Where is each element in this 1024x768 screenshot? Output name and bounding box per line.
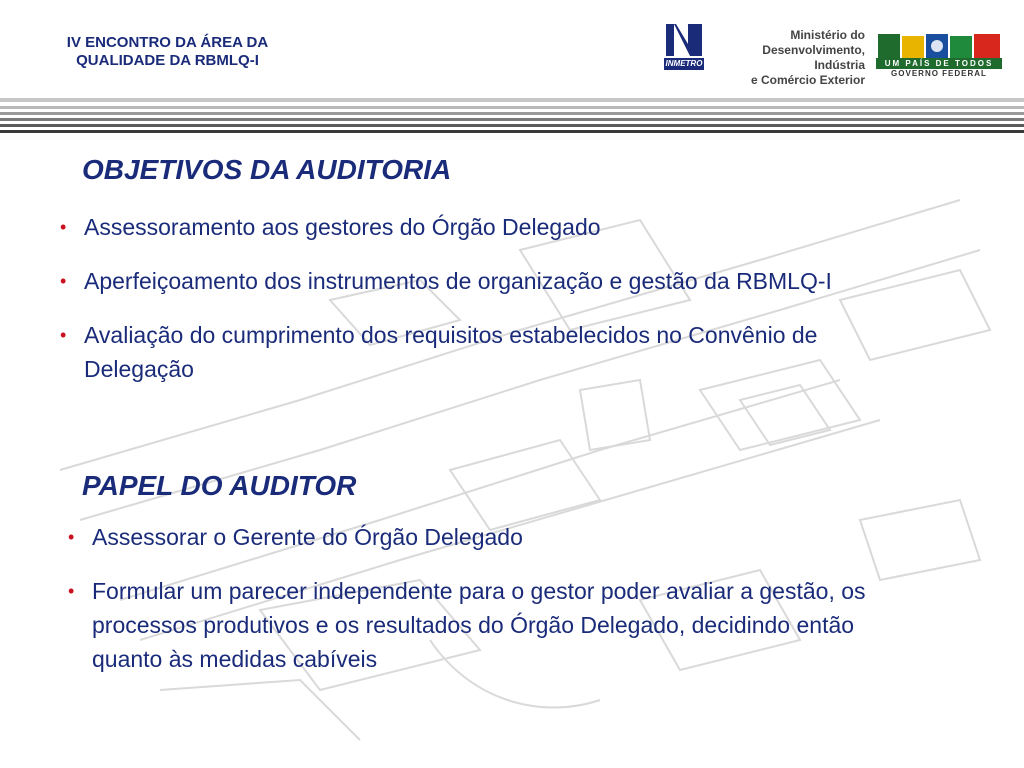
bullet-icon: • xyxy=(60,325,67,345)
presentation-title xyxy=(40,34,295,70)
auditor-item-2: Formular um parecer independente para o gestor poder avaliar a gestão, os processos produtivos e os resultados do Órgão Delegado, decidindo então quanto às medidas cabíveis xyxy=(92,578,866,672)
list-item xyxy=(60,264,900,298)
presentation-title-line1: IV ENCONTRO DA ÁREA DA xyxy=(66,34,269,51)
objectives-list xyxy=(60,210,900,386)
ministry-line2: Desenvolvimento, Indústria xyxy=(762,43,865,72)
list-item xyxy=(68,520,918,554)
bullet-icon: • xyxy=(60,217,67,237)
presentation-title-line2: QUALIDADE DA RBMLQ-I xyxy=(76,52,259,69)
auditor-role-title: PAPEL DO AUDITOR xyxy=(82,470,357,501)
inmetro-label: INMETRO xyxy=(665,59,703,68)
auditor-item-1: Assessorar o Gerente do Órgão Delegado xyxy=(92,524,523,550)
objective-item-1: Assessoramento aos gestores do Órgão Delegado xyxy=(84,214,601,240)
bullet-icon: • xyxy=(68,527,75,547)
list-item xyxy=(68,574,918,676)
bullet-icon: • xyxy=(60,271,67,291)
header-divider-stripes xyxy=(0,98,1024,134)
ministry-name xyxy=(712,28,865,88)
auditor-role-list xyxy=(68,520,918,676)
objectives-title: OBJETIVOS DA AUDITORIA xyxy=(82,154,452,185)
ministry-line1: Ministério do xyxy=(790,28,865,42)
brasil-tagline: UM PAÍS DE TODOS xyxy=(876,58,1002,69)
bullet-icon: • xyxy=(68,581,75,601)
ministry-line3: e Comércio Exterior xyxy=(750,73,865,87)
list-item xyxy=(60,318,900,386)
brasil-governo-federal: GOVERNO FEDERAL xyxy=(891,69,987,78)
objective-item-3: Avaliação do cumprimento dos requisitos estabelecidos no Convênio de Delegação xyxy=(84,322,818,382)
objective-item-2: Aperfeiçoamento dos instrumentos de organização e gestão da RBMLQ-I xyxy=(84,268,832,294)
list-item xyxy=(60,210,900,244)
